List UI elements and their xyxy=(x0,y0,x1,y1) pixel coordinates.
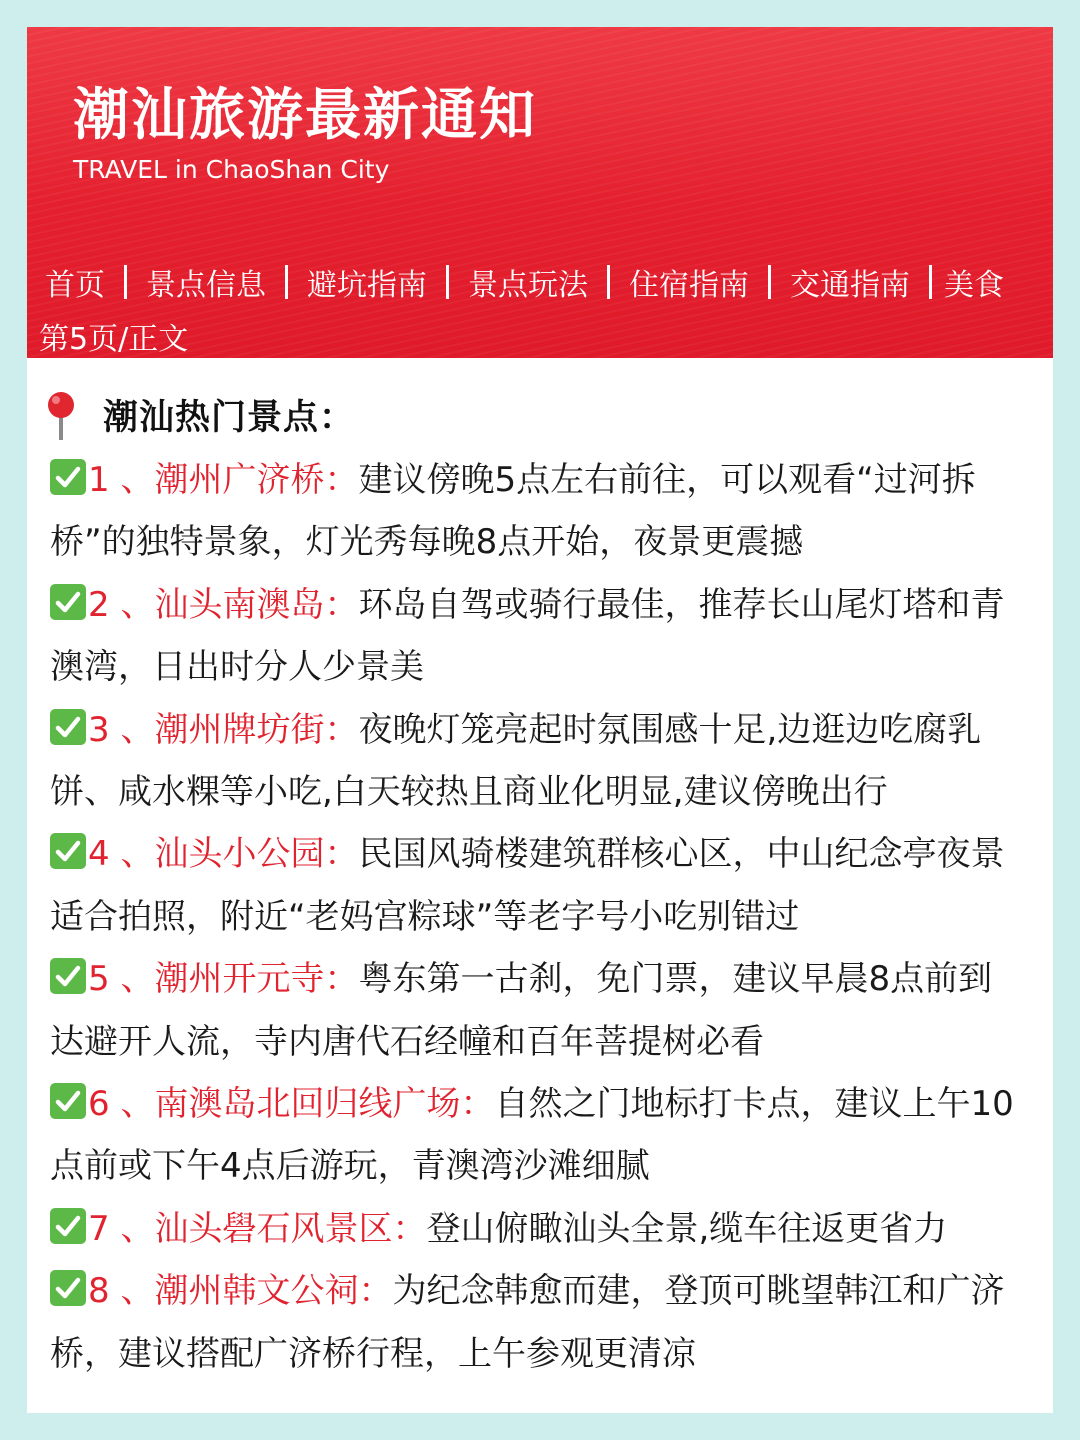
list-item xyxy=(50,574,1025,699)
item-title: 5 、潮州开元寺： xyxy=(88,959,359,1000)
list-item xyxy=(50,1260,1025,1385)
nav-divider xyxy=(929,265,932,299)
nav-item-play[interactable]: 景点玩法 xyxy=(468,268,588,303)
item-title: 8 、潮州韩文公祠： xyxy=(88,1271,393,1312)
item-title: 7 、汕头礐石风景区： xyxy=(88,1208,427,1249)
nav-item-pitfalls[interactable]: 避坑指南 xyxy=(307,268,427,303)
section-heading xyxy=(41,390,355,440)
item-title: 3 、潮州牌坊街： xyxy=(88,709,359,750)
item-text: 民国风骑楼建筑群核心区，中山纪念亭夜景适合拍照，附近“老妈宫粽球”等老字号小吃别错过 xyxy=(50,834,1005,937)
item-text: 登山俯瞰汕头全景,缆车往返更省力 xyxy=(426,1208,948,1249)
item-text: 建议傍晚5点左右前往，可以观看“过河拆桥”的独特景象，灯光秀每晚8点开始，夜景更震撼 xyxy=(50,460,976,563)
nav-item-lodging[interactable]: 住宿指南 xyxy=(629,268,749,303)
item-text: 为纪念韩愈而建，登顶可眺望韩江和广济桥，建议搭配广济桥行程，上午参观更清凉 xyxy=(50,1271,1005,1374)
nav-divider xyxy=(285,265,288,299)
item-title: 4 、汕头小公园： xyxy=(88,834,359,875)
nav-divider xyxy=(607,265,610,299)
item-text: 自然之门地标打卡点，建议上午10点前或下午4点后游玩，青澳湾沙滩细腻 xyxy=(50,1084,1014,1187)
nav-divider xyxy=(124,265,127,299)
page-subtitle: TRAVEL in ChaoShan City xyxy=(73,155,390,184)
list-item xyxy=(50,1198,1025,1260)
check-icon xyxy=(50,1083,86,1119)
check-icon xyxy=(50,833,86,869)
nav-divider xyxy=(768,265,771,299)
check-icon xyxy=(50,584,86,620)
item-title: 6 、南澳岛北回归线广场： xyxy=(88,1084,495,1125)
check-icon xyxy=(50,1270,86,1306)
item-title: 1 、潮州广济桥： xyxy=(88,460,359,500)
pin-icon xyxy=(41,390,81,440)
nav-item-transport[interactable]: 交通指南 xyxy=(790,268,910,303)
check-icon xyxy=(50,1208,86,1244)
nav-item-attractions[interactable]: 景点信息 xyxy=(146,268,266,303)
header-banner xyxy=(27,27,1053,358)
check-icon xyxy=(50,459,86,495)
item-text: 粤东第一古刹，免门票，建议早晨8点前到达避开人流，寺内唐代石经幢和百年菩提树必看 xyxy=(50,959,993,1062)
page-title: 潮汕旅游最新通知 xyxy=(73,83,537,148)
check-icon xyxy=(50,958,86,994)
section-heading-text: 潮汕热门景点： xyxy=(103,398,356,438)
content-card xyxy=(27,27,1053,1413)
breadcrumb: 第5页/正文 xyxy=(39,322,189,357)
nav-bar xyxy=(45,260,1004,304)
list-item xyxy=(50,948,1025,1073)
item-text: 环岛自驾或骑行最佳，推荐长山尾灯塔和青澳湾，日出时分人少景美 xyxy=(50,584,1005,688)
item-text: 夜晚灯笼亮起时氛围感十足,边逛边吃腐乳饼、咸水粿等小吃,白天较热且商业化明显,建议傍晚出行 xyxy=(50,709,982,813)
list-item xyxy=(50,449,1025,574)
item-title: 2 、汕头南澳岛： xyxy=(88,584,359,625)
list-item xyxy=(50,699,1025,824)
nav-item-food[interactable]: 美食 xyxy=(944,268,1004,303)
nav-divider xyxy=(446,265,449,299)
nav-item-home[interactable]: 首页 xyxy=(45,268,105,303)
check-icon xyxy=(50,709,86,745)
list-item xyxy=(50,823,1025,948)
attraction-list xyxy=(50,449,1025,1385)
list-item xyxy=(50,1073,1025,1198)
